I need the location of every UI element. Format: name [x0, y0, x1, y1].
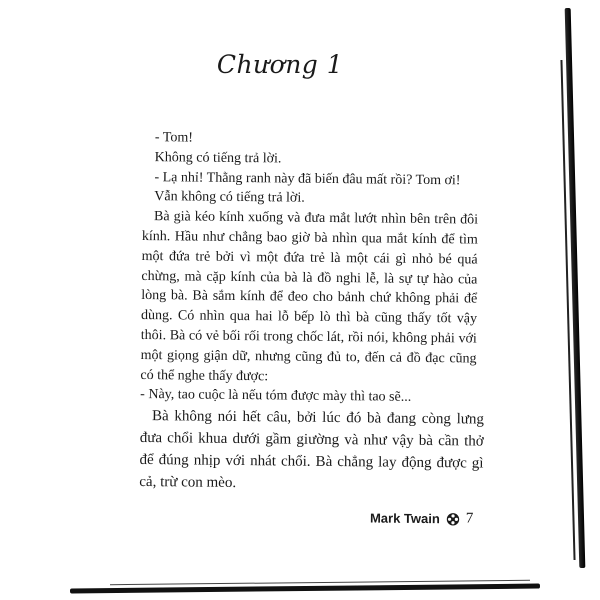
body-text [139, 128, 485, 497]
paragraph: - Này, tao cuộc là nếu tóm được mày thì tao sẽ... [140, 387, 412, 406]
paragraph: Không có tiếng trả lời. [154, 149, 282, 167]
page-edge-shadow-bottom [70, 584, 540, 594]
paragraph: - Lạ nhỉ! Thằng ranh này đã biến đâu mất rồi? Tom ơi! [154, 169, 461, 188]
paragraph: Bà già kéo kính xuống và đưa mắt lướt nhìn bên trên đôi kính. Hầu như chẳng bao giờ bà nhìn qua mắt kính để tìm một đứa trẻ bởi vì một đứa trẻ là một cái gì nhỏ bé quá chừng, mà cặp kính của bà là đồ nghi lễ, là sự tự hào của lòng bà. Bà sắm kính để đeo cho bảnh chứ không phải để dùng. Có nhìn qua hai lỗ bếp lò thì bà cũng thấy tốt vậy thôi. Bà có vẻ bối rối trong chốc lát, rồi nói, không phải với một giọng giận dữ, nhưng cũng đủ to, đến cả đồ đạc cũng có thể nghe thấy được: [140, 209, 479, 384]
author-name: Mark Twain [369, 510, 440, 527]
page-number: 7 [465, 510, 474, 527]
page-footer [370, 509, 474, 527]
paragraph: Bà không nói hết câu, bởi lúc đó bà đang còng lưng đưa chổi khua dưới gầm giường và như vậy bà cần thở để đúng nhịp với nhát chổi. Bà chẳng lay động được gì cả, trừ con mèo. [139, 408, 485, 492]
flower-ornament-icon [446, 512, 460, 526]
paragraph: - Tom! [154, 130, 194, 146]
chapter-title: Chương 1 [216, 50, 344, 79]
paragraph: Vẫn không có tiếng trả lời. [154, 189, 305, 207]
